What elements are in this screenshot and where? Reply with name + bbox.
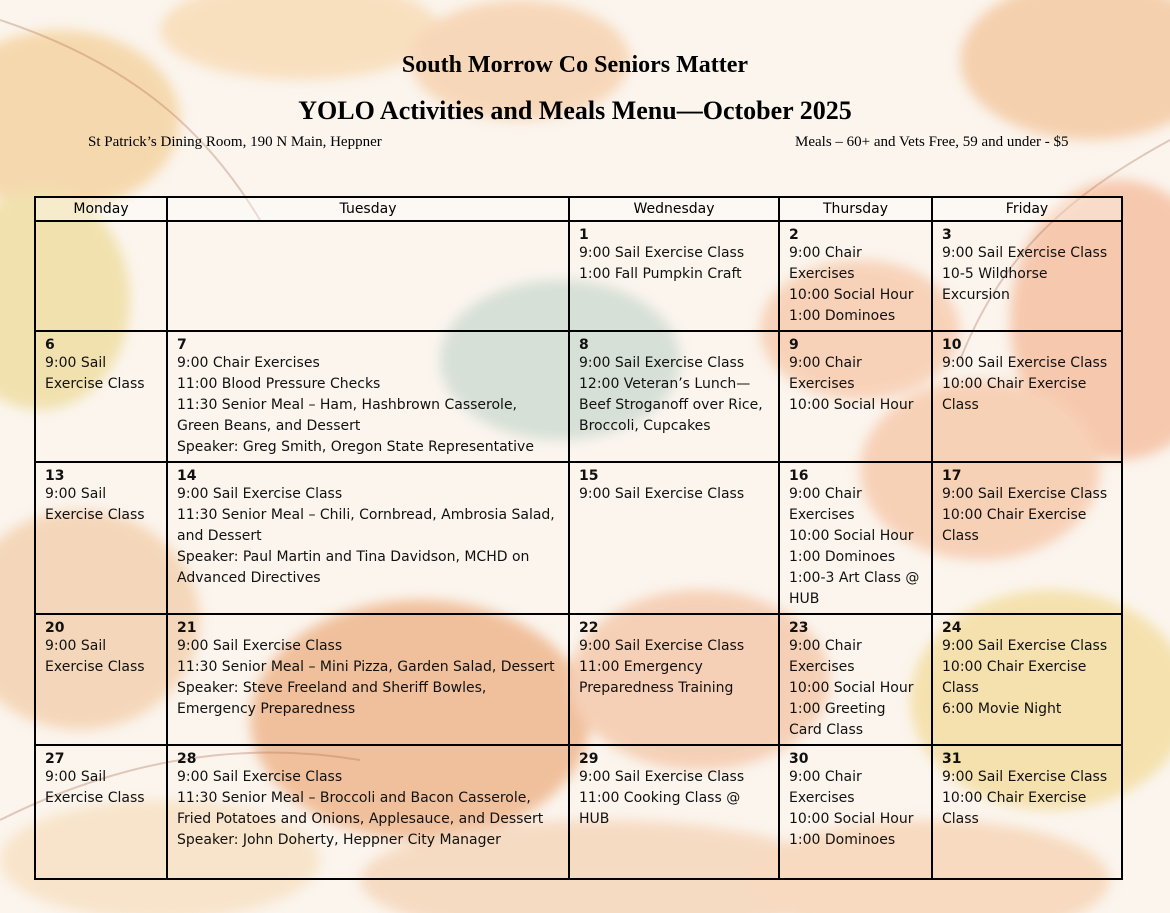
activity-line: 1:00 Greeting Card Class [789,701,886,738]
day-number: 3 [942,227,952,243]
activity-line: 9:00 Chair Exercises [789,638,862,675]
activity-list [789,243,922,327]
meals-pricing-text: Meals – 60+ and Vets Free, 59 and under - $5 [795,134,1069,150]
calendar-week-row [35,745,1122,879]
activity-line: 9:00 Chair Exercises [789,355,862,392]
day-number: 13 [45,468,65,484]
activity-list [579,636,769,699]
calendar-week-row [35,221,1122,331]
activity-line: 11:30 Senior Meal – Mini Pizza, Garden Salad, Dessert [177,659,555,675]
activity-line: 11:30 Senior Meal – Ham, Hashbrown Casserole, Green Beans, and Dessert [177,397,518,434]
day-number: 15 [579,468,599,484]
header-monday: Monday [35,197,167,221]
activity-line: 9:00 Sail Exercise Class [942,355,1108,371]
day-number: 21 [177,620,197,636]
calendar-day-cell [932,745,1122,879]
activity-line: 10-5 Wildhorse Excursion [942,266,1048,303]
activity-line: Speaker: Greg Smith, Oregon State Representative [177,439,534,455]
day-number: 31 [942,751,962,767]
day-number: 22 [579,620,599,636]
calendar-day-cell [569,614,779,745]
day-number: 2 [789,227,799,243]
activity-list [579,767,769,830]
calendar-table [34,196,1123,880]
day-number: 16 [789,468,809,484]
activity-line: 9:00 Sail Exercise Class [45,769,145,806]
activity-line: 9:00 Sail Exercise Class [45,486,145,523]
activity-line: 9:00 Sail Exercise Class [942,769,1108,785]
activity-line: 9:00 Sail Exercise Class [579,245,745,261]
header-wednesday: Wednesday [569,197,779,221]
activity-line: 10:00 Social Hour [789,811,914,827]
activity-line: 10:00 Social Hour [789,287,914,303]
calendar-day-cell [569,745,779,879]
activity-list [45,353,157,395]
activity-list [177,767,559,851]
day-number: 14 [177,468,197,484]
day-number: 28 [177,751,197,767]
page-title: South Morrow Co Seniors Matter [401,52,749,78]
activity-list [45,767,157,809]
activity-line: 11:00 Blood Pressure Checks [177,376,381,392]
activity-list [942,484,1112,547]
calendar-day-cell [932,462,1122,614]
page-subtitle: YOLO Activities and Meals Menu—October 2025 [298,96,852,125]
day-number: 20 [45,620,65,636]
calendar-day-cell [779,331,932,462]
activity-line: 10:00 Social Hour [789,528,914,544]
calendar-day-cell [167,462,569,614]
activity-line: 9:00 Sail Exercise Class [177,638,343,654]
activity-line: 9:00 Sail Exercise Class [579,355,745,371]
day-number: 27 [45,751,65,767]
activity-list [942,243,1112,306]
activity-line: 9:00 Sail Exercise Class [177,486,343,502]
day-number: 7 [177,337,187,353]
activity-line: 10:00 Chair Exercise Class [942,659,1087,696]
calendar-day-cell [779,745,932,879]
activity-list [789,353,922,416]
activity-line: 9:00 Sail Exercise Class [45,638,145,675]
activity-line: 10:00 Social Hour [789,397,914,413]
day-number: 8 [579,337,589,353]
activity-line: 9:00 Sail Exercise Class [579,638,745,654]
activity-line: 1:00 Dominoes [789,308,896,324]
activity-line: 9:00 Sail Exercise Class [45,355,145,392]
calendar-day-cell [35,331,167,462]
calendar-day-cell [167,614,569,745]
calendar-header-row [35,197,1122,221]
activity-list [789,484,922,610]
day-number: 1 [579,227,589,243]
activity-list [789,636,922,741]
activity-list [579,353,769,437]
day-number: 24 [942,620,962,636]
calendar-day-cell [569,221,779,331]
activity-line: 9:00 Chair Exercises [789,769,862,806]
calendar-day-cell [779,462,932,614]
calendar-day-cell [35,462,167,614]
activity-line: 9:00 Sail Exercise Class [942,638,1108,654]
activity-line: 9:00 Sail Exercise Class [942,245,1108,261]
activity-line: 1:00 Fall Pumpkin Craft [579,266,742,282]
activity-line: 9:00 Sail Exercise Class [579,769,745,785]
activity-list [177,636,559,720]
activity-line: 9:00 Sail Exercise Class [579,486,745,502]
activity-line: 11:30 Senior Meal – Broccoli and Bacon Casserole, Fried Potatoes and Onions, Applesauce, and Dessert [177,790,544,827]
activity-line: 11:00 Cooking Class @ HUB [579,790,741,827]
header-tuesday: Tuesday [167,197,569,221]
activity-line: 10:00 Chair Exercise Class [942,376,1087,413]
calendar-day-cell [932,331,1122,462]
activity-list [942,636,1112,720]
day-number: 9 [789,337,799,353]
calendar-week-row [35,462,1122,614]
activity-line: 10:00 Chair Exercise Class [942,507,1087,544]
activity-line: 10:00 Social Hour [789,680,914,696]
day-number: 23 [789,620,809,636]
calendar-day-cell [167,221,569,331]
calendar-day-cell [779,221,932,331]
activity-list [942,353,1112,416]
activity-list [45,484,157,526]
day-number: 29 [579,751,599,767]
activity-line: 9:00 Chair Exercises [789,486,862,523]
activity-list [45,636,157,678]
activity-line: 9:00 Chair Exercises [789,245,862,282]
activity-list [177,484,559,589]
activity-line: 1:00 Dominoes [789,832,896,848]
calendar-day-cell [167,331,569,462]
activity-line: Speaker: Paul Martin and Tina Davidson, MCHD on Advanced Directives [177,549,530,586]
activity-line: 10:00 Chair Exercise Class [942,790,1087,827]
calendar-day-cell [35,745,167,879]
day-number: 17 [942,468,962,484]
activity-line: Speaker: Steve Freeland and Sheriff Bowles, Emergency Preparedness [177,680,487,717]
calendar-day-cell [569,331,779,462]
activity-line: 12:00 Veteran’s Lunch—Beef Stroganoff over Rice, Broccoli, Cupcakes [579,376,763,434]
day-number: 30 [789,751,809,767]
activity-list [789,767,922,851]
activity-line: 11:30 Senior Meal – Chili, Cornbread, Ambrosia Salad, and Dessert [177,507,555,544]
activity-line: 11:00 Emergency Preparedness Training [579,659,734,696]
calendar-week-row [35,614,1122,745]
header-friday: Friday [932,197,1122,221]
activity-line: 1:00 Dominoes [789,549,896,565]
calendar-day-cell [35,614,167,745]
activity-list [942,767,1112,830]
calendar-day-cell [932,221,1122,331]
day-number: 6 [45,337,55,353]
header-thursday: Thursday [779,197,932,221]
calendar-day-cell [932,614,1122,745]
activity-line: 6:00 Movie Night [942,701,1062,717]
activity-list [579,484,769,505]
day-number: 10 [942,337,962,353]
activity-list [579,243,769,285]
activity-list [177,353,559,458]
calendar-day-cell [167,745,569,879]
activity-line: 9:00 Sail Exercise Class [177,769,343,785]
calendar-week-row [35,331,1122,462]
calendar-day-cell [779,614,932,745]
calendar-day-cell [35,221,167,331]
activity-line: Speaker: John Doherty, Heppner City Manager [177,832,501,848]
location-text: St Patrick’s Dining Room, 190 N Main, Heppner [88,134,382,150]
activity-line: 9:00 Sail Exercise Class [942,486,1108,502]
activity-line: 1:00-3 Art Class @ HUB [789,570,920,607]
calendar-day-cell [569,462,779,614]
activity-line: 9:00 Chair Exercises [177,355,320,371]
